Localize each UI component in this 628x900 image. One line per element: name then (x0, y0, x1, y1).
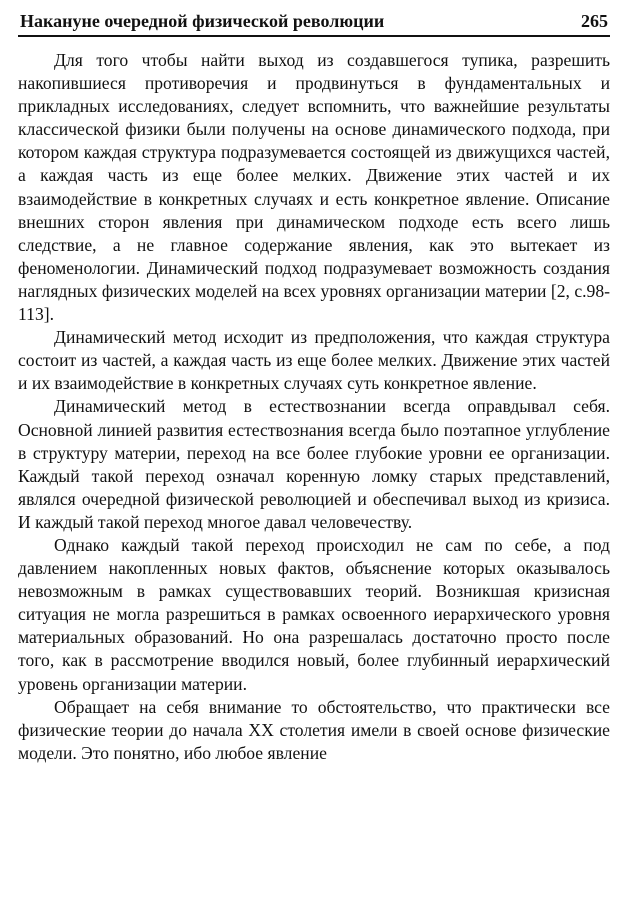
paragraph: Динамический метод в естествознании всегда оправдывал себя. Основной линией развития естествознания всегда было поэтапное углубление в структуру материи, переход на все более глубокие уровни ее организации. Каждый такой переход означал коренную ломку старых представлений, являлся очередной физической революцией и обеспечивал выход из кризиса. И каждый такой переход многое давал человечеству. (18, 396, 610, 532)
page-number: 265 (581, 11, 608, 31)
paragraph: Обращает на себя внимание то обстоятельство, что практически все физические теории до начала XX столетия имели в своей основе физические модели. Это понятно, ибо любое явление (18, 696, 610, 763)
paragraph: Динамический метод исходит из предположения, что каждая структура состоит из частей, а каждая часть из еще более мелких. Движение этих частей и их взаимодействие в конкретных случаях суть конкретное явление. (18, 327, 610, 394)
paragraph: Однако каждый такой переход происходил не сам по себе, а под давлением накопленных новых фактов, объяснение которых оказывалось невозможным в рамках существовавших теорий. Возникшая кризисная ситуация не могла разрешиться в рамках освоенного иерархического уровня материальных образований. Но она разрешалась достаточно просто после того, как в рассмотрение вводился новый, более глубинный иерархический уровень организации материи. (18, 534, 610, 694)
paragraph: Для того чтобы найти выход из создавшегося тупика, разрешить накопившиеся противоречия и продвинуться в фундаментальных и прикладных исследованиях, следует вспомнить, что важнейшие результаты классической физики были получены на основе динамического подхода, при котором каждая структура подразумевается состоящей из движущихся частей, а каждая часть из еще более мелких. Движение этих частей и их взаимодействие в конкретных случаях и есть конкретное явление. Описание внешних сторон явления при динамическом подходе есть всего лишь следствие, а не главное содержание явления, как это вытекает из феноменологии. Динамический подход подразумевает возможность создания наглядных физических моделей на всех уровнях организации материи [2, с.98-113]. (18, 50, 610, 325)
running-title: Накануне очередной физической революции (20, 11, 385, 31)
running-header (18, 10, 610, 37)
body-text (18, 49, 610, 765)
